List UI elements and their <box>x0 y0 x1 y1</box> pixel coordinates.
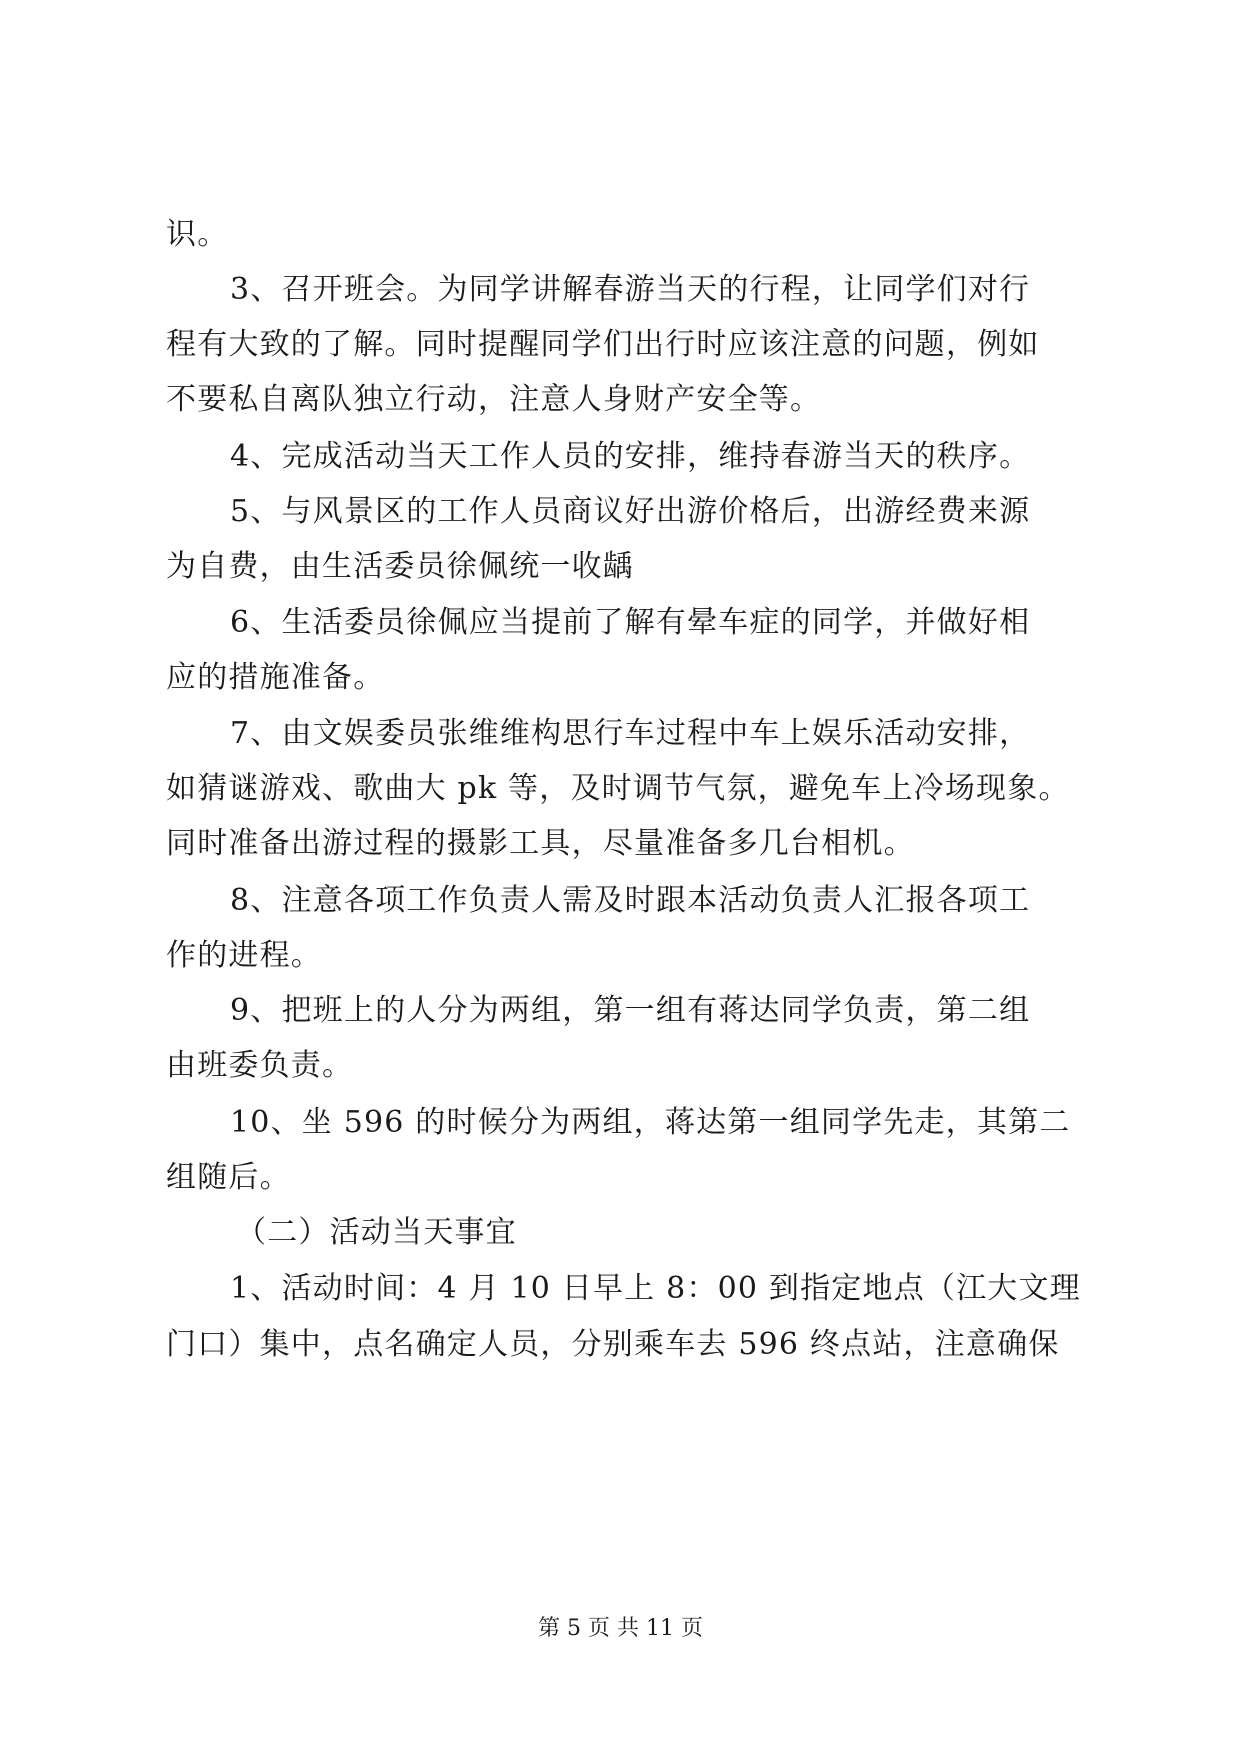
text-line: 程有大致的了解。同时提醒同学们出行时应该注意的问题，例如 <box>166 327 1040 362</box>
text-line: 3、召开班会。为同学讲解春游当天的行程，让同学们对行 <box>230 272 1031 307</box>
section-heading: （二）活动当天事宜 <box>236 1215 517 1250</box>
text-line: 4、完成活动当天工作人员的安排，维持春游当天的秩序。 <box>230 439 1031 474</box>
page-number: 第 5 页 共 11 页 <box>538 1616 703 1641</box>
text-line: 门口）集中，点名确定人员，分别乘车去 596 终点站，注意确保 <box>166 1327 1060 1362</box>
text-line: 作的进程。 <box>166 938 322 973</box>
text-line: 为自费，由生活委员徐佩统一收龋 <box>166 549 634 584</box>
text-line: 9、把班上的人分为两组，第一组有蒋达同学负责，第二组 <box>230 993 1031 1028</box>
text-line: 由班委负责。 <box>166 1048 354 1083</box>
text-line: 6、生活委员徐佩应当提前了解有晕车症的同学，并做好相 <box>230 605 1031 640</box>
text-line: 8、注意各项工作负责人需及时跟本活动负责人汇报各项工 <box>230 883 1031 918</box>
text-line: 不要私自离队独立行动，注意人身财产安全等。 <box>166 382 822 417</box>
text-line: 如猜谜游戏、歌曲大 pk 等，及时调节气氛，避免车上冷场现象。 <box>166 771 1070 806</box>
text-line: 应的措施准备。 <box>166 660 385 695</box>
text-line: 7、由文娱委员张维维构思行车过程中车上娱乐活动安排， <box>230 716 1031 751</box>
text-line: 10、坐 596 的时候分为两组，蒋达第一组同学先走，其第二 <box>230 1105 1071 1140</box>
text-line: 同时准备出游过程的摄影工具，尽量准备多几台相机。 <box>166 826 915 861</box>
text-line: 1、活动时间：4 月 10 日早上 8：00 到指定地点（江大文理 <box>230 1271 1081 1306</box>
text-line: 5、与风景区的工作人员商议好出游价格后，出游经费来源 <box>230 494 1031 529</box>
text-line: 组随后。 <box>166 1160 291 1195</box>
text-line: 识。 <box>166 217 229 252</box>
